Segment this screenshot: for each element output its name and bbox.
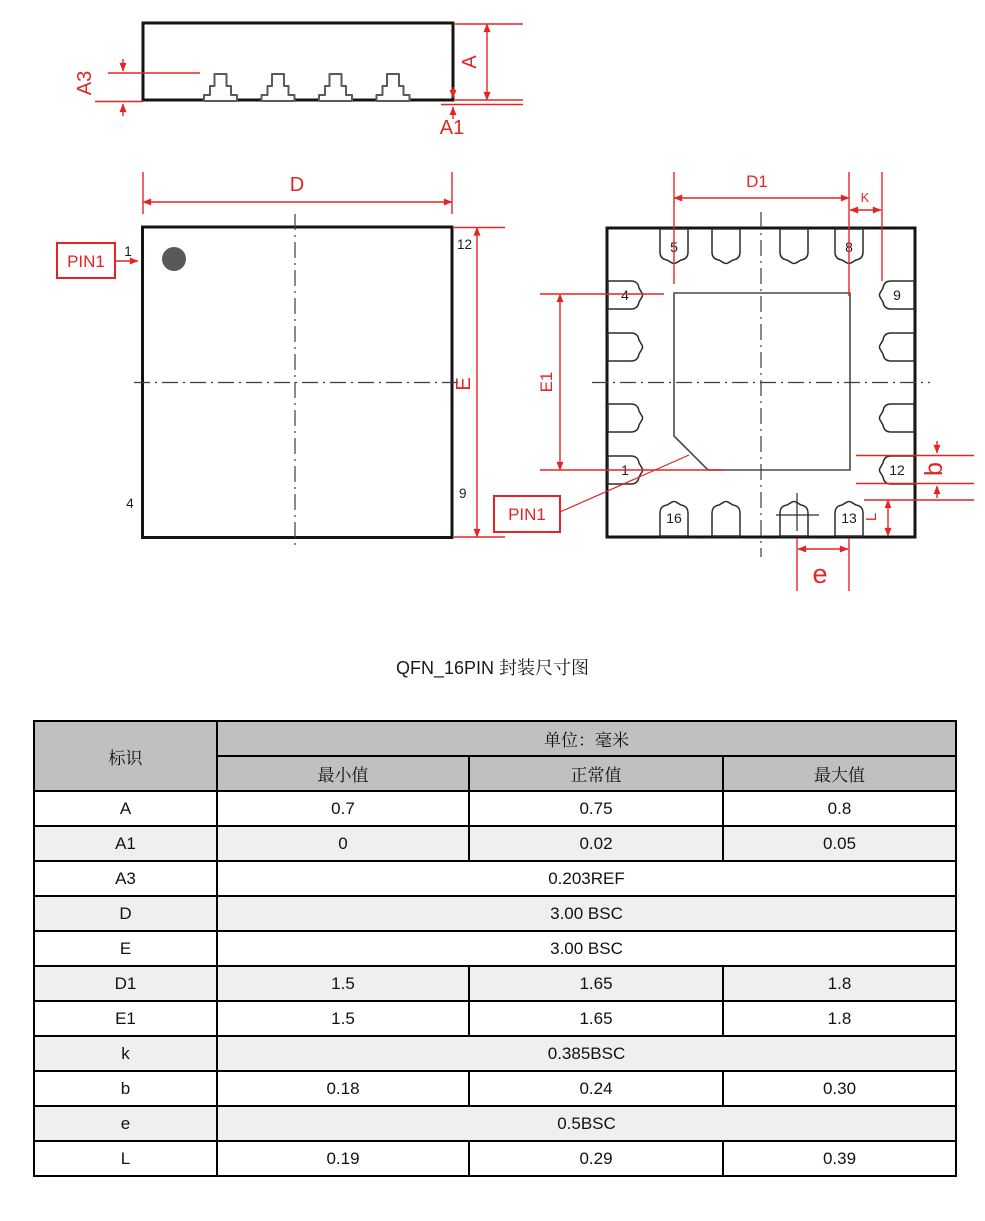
dimension-table bbox=[33, 720, 957, 1177]
cell-max: 0.05 bbox=[723, 826, 956, 861]
table-row bbox=[34, 791, 956, 826]
top-view bbox=[57, 172, 505, 550]
cell-span-value: 3.00 BSC bbox=[217, 896, 956, 931]
cell-span-value: 0.385BSC bbox=[217, 1036, 956, 1071]
cell-max: 0.8 bbox=[723, 791, 956, 826]
cell-typ: 0.75 bbox=[469, 791, 723, 826]
table-row bbox=[34, 896, 956, 931]
cell-max: 1.8 bbox=[723, 966, 956, 1001]
cell-min: 1.5 bbox=[217, 1001, 469, 1036]
table-row bbox=[34, 1036, 956, 1071]
cell-typ: 0.02 bbox=[469, 826, 723, 861]
cell-span-value: 0.5BSC bbox=[217, 1106, 956, 1141]
cell-span-value: 3.00 BSC bbox=[217, 931, 956, 966]
bottom-view-pin-8: 8 bbox=[845, 239, 853, 255]
dim-label-e-pitch: e bbox=[812, 559, 828, 589]
cell-min: 0.19 bbox=[217, 1141, 469, 1176]
table-row bbox=[34, 931, 956, 966]
drawing-caption: QFN_16PIN 封装尺寸图 bbox=[395, 658, 590, 678]
bottom-view-pin-4: 4 bbox=[621, 287, 629, 303]
table-row bbox=[34, 826, 956, 861]
dim-label-e: E bbox=[453, 377, 475, 391]
pin-pad bbox=[712, 229, 740, 264]
pin1-callout-label: PIN1 bbox=[508, 505, 546, 524]
pin-pad bbox=[879, 404, 914, 432]
dim-label-a: A bbox=[459, 55, 481, 69]
table-row bbox=[34, 1141, 956, 1176]
cell-id: D1 bbox=[34, 966, 217, 1001]
side-package-outline bbox=[143, 23, 453, 100]
cell-typ: 0.29 bbox=[469, 1141, 723, 1176]
pin-pad bbox=[608, 333, 643, 361]
cell-id: A1 bbox=[34, 826, 217, 861]
cell-min: 0.7 bbox=[217, 791, 469, 826]
top-view-pin-4: 4 bbox=[126, 496, 134, 511]
bottom-view-pin-1: 1 bbox=[621, 462, 629, 478]
cell-id: A bbox=[34, 791, 217, 826]
table-header-row bbox=[34, 721, 956, 756]
table-row bbox=[34, 861, 956, 896]
cell-id: D bbox=[34, 896, 217, 931]
header-typ: 正常值 bbox=[469, 756, 723, 791]
cell-min: 0.18 bbox=[217, 1071, 469, 1106]
pin-pad bbox=[608, 404, 643, 432]
cell-typ: 1.65 bbox=[469, 1001, 723, 1036]
center-pad bbox=[674, 293, 850, 470]
header-unit: 单位：毫米 bbox=[217, 721, 956, 756]
cell-typ: 0.24 bbox=[469, 1071, 723, 1106]
pin-pad bbox=[780, 229, 808, 264]
bottom-view-pin-5: 5 bbox=[670, 239, 678, 255]
dim-label-k: K bbox=[860, 190, 870, 205]
cell-span-value: 0.203REF bbox=[217, 861, 956, 896]
dim-label-l: L bbox=[863, 512, 880, 522]
cell-id: E1 bbox=[34, 1001, 217, 1036]
header-id: 标识 bbox=[34, 721, 217, 791]
header-max: 最大值 bbox=[723, 756, 956, 791]
cell-max: 1.8 bbox=[723, 1001, 956, 1036]
table-row bbox=[34, 1106, 956, 1141]
bottom-view-pin-9: 9 bbox=[893, 287, 901, 303]
cell-id: E bbox=[34, 931, 217, 966]
header-min: 最小值 bbox=[217, 756, 469, 791]
cell-id: L bbox=[34, 1141, 217, 1176]
bottom-view-pin-16: 16 bbox=[666, 510, 682, 526]
cell-id: k bbox=[34, 1036, 217, 1071]
pin1-marker-dot bbox=[162, 247, 186, 271]
dim-label-b: b bbox=[920, 462, 948, 476]
cell-max: 0.30 bbox=[723, 1071, 956, 1106]
dim-label-e1: E1 bbox=[537, 371, 556, 393]
pin1-callout-label: PIN1 bbox=[67, 252, 105, 271]
cell-id: b bbox=[34, 1071, 217, 1106]
top-view-pin-9: 9 bbox=[459, 486, 467, 501]
dim-label-d: D bbox=[289, 174, 305, 196]
table-row bbox=[34, 1071, 956, 1106]
cell-min: 0 bbox=[217, 826, 469, 861]
cell-id: e bbox=[34, 1106, 217, 1141]
bottom-view-pin-13: 13 bbox=[841, 510, 857, 526]
top-view-pin-12: 12 bbox=[457, 237, 473, 252]
dim-label-a1: A1 bbox=[439, 117, 465, 139]
bottom-view bbox=[494, 172, 974, 591]
cell-id: A3 bbox=[34, 861, 217, 896]
dim-label-d1: D1 bbox=[746, 172, 768, 191]
pin-pad bbox=[780, 501, 808, 536]
cell-min: 1.5 bbox=[217, 966, 469, 1001]
side-view bbox=[74, 23, 523, 139]
table-row bbox=[34, 1001, 956, 1036]
top-view-pin-1: 1 bbox=[124, 244, 132, 259]
pin-pad bbox=[712, 501, 740, 536]
top-package-outline bbox=[143, 227, 453, 538]
bottom-view-pin-12: 12 bbox=[889, 462, 905, 478]
pin-pad bbox=[879, 333, 914, 361]
cell-typ: 1.65 bbox=[469, 966, 723, 1001]
dim-label-a3: A3 bbox=[74, 70, 96, 96]
table-row bbox=[34, 966, 956, 1001]
cell-max: 0.39 bbox=[723, 1141, 956, 1176]
